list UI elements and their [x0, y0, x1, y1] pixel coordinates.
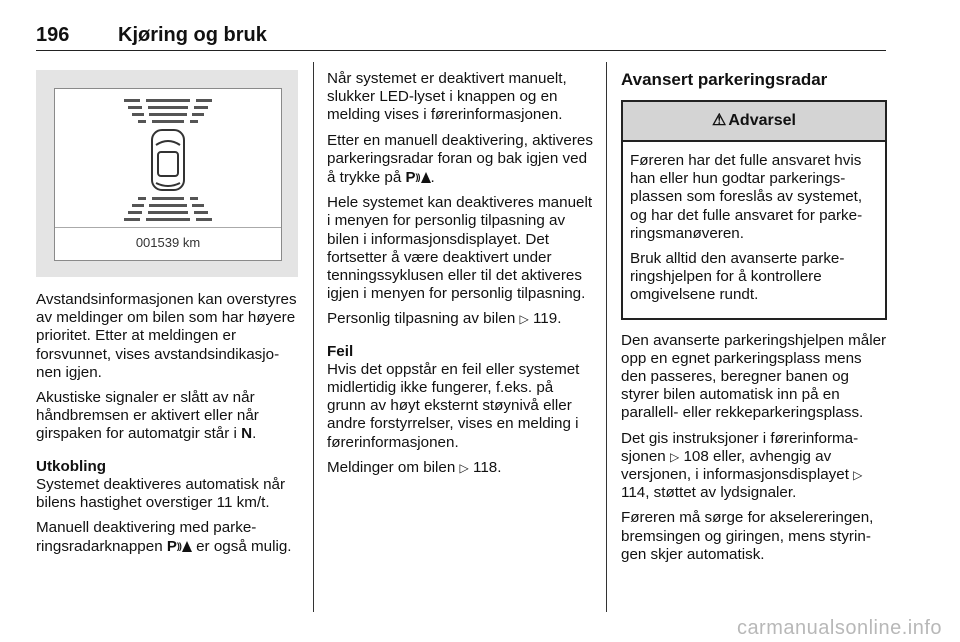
paragraph: Hvis det oppstår en feil eller systemet midlertidig ikke fungerer, f.eks. på grunn av høyt eksternt støynivå eller andre forstyrrelser, vises en melding i førerinformasjonen. [327, 360, 580, 451]
page-ref-icon: ▷ [853, 468, 863, 483]
column-divider-1 [313, 62, 314, 612]
parking-distance-graphic [118, 97, 218, 225]
utkobling-heading: Utkobling [36, 457, 107, 475]
warning-title: Advarsel [728, 111, 796, 129]
front-distance-bars [124, 99, 212, 123]
paragraph: Føreren har det fulle ansvaret hvis han eller hun godtar parkeringsplassen som foreslås av systemet, og har det fulle ansvaret for parkeringsmanøveren. [630, 152, 863, 242]
paragraph: Etter en manuell deaktivering, aktiveres parkeringsradar foran og bak igjen ved å trykke på P)) . [327, 131, 593, 187]
paragraph: Den avanserte parkeringshjelpen måler opp en egnet parkeringsplass mens den passeres, beregner banen og styrer bilen automatisk inn på en parallell- eller rekkeparkeringsplass. [621, 331, 887, 422]
warning-box [621, 100, 887, 320]
page-ref-icon: ▷ [459, 460, 469, 475]
feil-heading: Feil [327, 342, 354, 360]
paragraph: Avstandsinformasjonen kan overstyres av meldinger om bilen som har høyere prioritet. Etter at meldingen er forsvunnet, vises avstandsindikasjonen igjen. [36, 291, 297, 381]
page-ref-link[interactable]: 119 [532, 310, 558, 328]
gear-n: N [241, 425, 253, 443]
page-ref-link[interactable]: 108 [683, 447, 709, 465]
paragraph: Når systemet er deaktivert manuelt, slukker LED-lyset i knappen og en melding vises i førerinformasjonen. [327, 70, 567, 124]
page-ref-link[interactable]: 118 [473, 458, 498, 476]
parking-radar-button-icon: P)) [167, 537, 192, 556]
page-number: 196 [36, 24, 70, 46]
rear-distance-bars [124, 197, 212, 221]
page-title: Kjøring og bruk [118, 24, 267, 46]
column-1 [36, 70, 298, 564]
parking-radar-button-icon: P)) [406, 168, 431, 187]
paragraph: Det gis instruksjoner i førerinformasjonen ▷ 108 eller, avhengig av versjonen, i informasjonsdisplayet ▷ 114, støttet av lydsignaler. [621, 429, 863, 502]
warning-body [623, 142, 885, 318]
column-divider-2 [606, 62, 607, 612]
paragraph: Systemet deaktiveres automatisk når bilens hastighet overstiger 11 km/t. [36, 475, 286, 512]
column-2 [327, 70, 593, 484]
paragraph: Meldinger om bilen ▷ 118. [327, 458, 502, 476]
page-ref-icon: ▷ [669, 449, 680, 464]
warning-header [623, 102, 885, 142]
section-title: Avansert parkeringsradar [621, 70, 828, 89]
page-header [36, 24, 886, 51]
odometer-reading: 001539 km [135, 235, 201, 250]
paragraph: Hele systemet kan deaktiveres manuelt i menyen for personlig tilpasning av bilen i informasjonsdisplayet. Det fortsetter å være deaktivert under tenningssyklusen eller til det aktiveres igjen i menyen for personlig tilpasning. [327, 194, 593, 303]
column-3 [621, 70, 887, 571]
watermark: carmanualsonline.info [736, 617, 942, 639]
info-display [54, 88, 282, 261]
page-ref-link[interactable]: 114 [621, 484, 646, 502]
paragraph: Personlig tilpasning av bilen ▷ 119. [327, 310, 562, 328]
paragraph: Manuell deaktivering med parkeringsradarknappen P)) er også mulig. [36, 519, 292, 556]
paragraph: Akustiske signaler er slått av når håndbremsen er aktivert eller når girspaken for automatgir står i N. [36, 389, 259, 443]
paragraph: Bruk alltid den avanserte parkeringshjelpen for å kontrollere omgivelsene rundt. [630, 250, 845, 304]
warning-icon: ⚠ [712, 111, 727, 129]
display-divider [55, 227, 281, 228]
parking-radar-figure [36, 70, 298, 277]
paragraph: Føreren må sørge for akselereringen, bremsingen og giringen, mens styringen skjer automatisk. [621, 509, 874, 563]
car-top-view-icon [152, 130, 184, 190]
page-ref-icon: ▷ [519, 312, 529, 327]
